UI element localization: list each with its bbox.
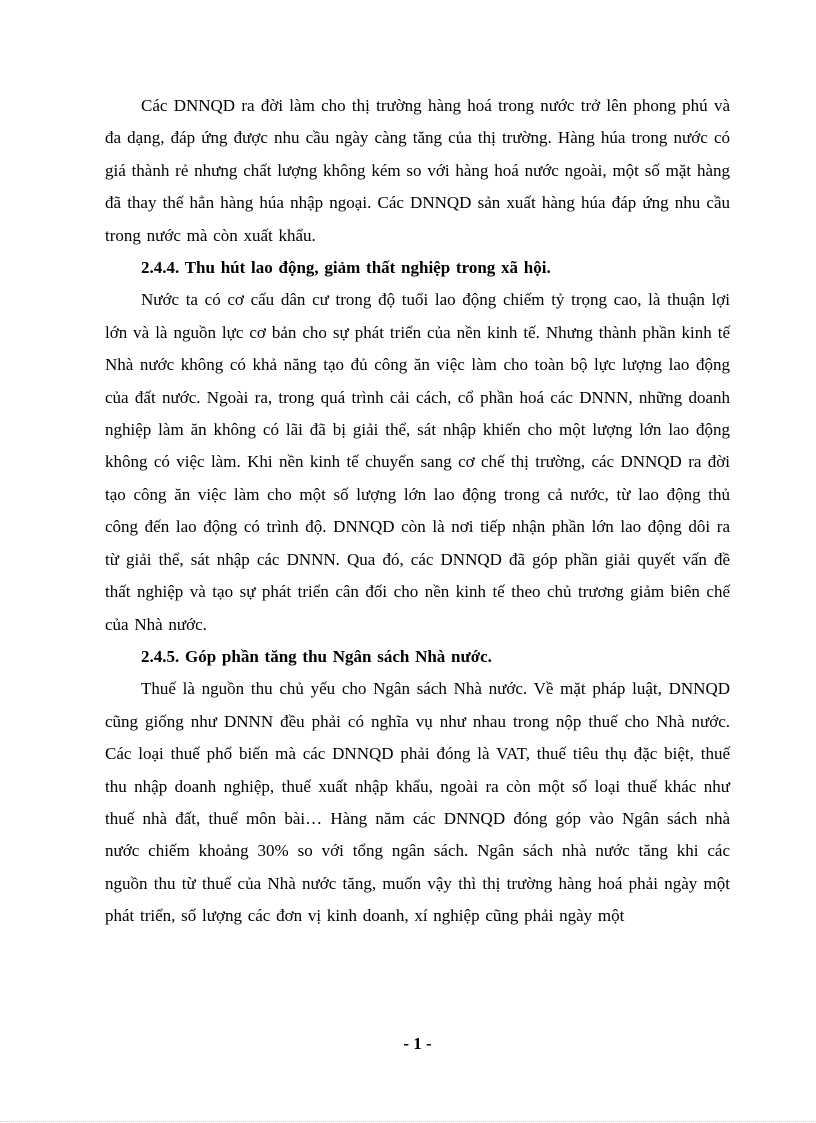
document-body [105, 90, 730, 933]
page-number: - 1 - [403, 1034, 432, 1053]
body-paragraph: Thuế là nguồn thu chủ yếu cho Ngân sách Nhà nước. Về mặt pháp luật, DNNQD cũng giống như DNNN đều phải có nghĩa vụ như nhau trong nộp thuế cho Nhà nước. Các loại thuế phổ biến mà các DNNQD phải đóng là VAT, thuế tiêu thụ đặc biệt, thuế thu nhập doanh nghiệp, thuế xuất nhập khẩu, ngoài ra còn một số loại thuế khác như thuế nhà đất, thuế môn bài… Hàng năm các DNNQD đóng góp vào Ngân sách nhà nước chiếm khoảng 30% so với tổng ngân sách. Ngân sách nhà nước tăng khi các nguồn thu từ thuế của Nhà nước tăng, muốn vậy thì thị trường hàng hoá phải ngày một phát triển, số lượng các đơn vị kinh doanh, xí nghiệp cũng phải ngày một [105, 679, 730, 926]
section-heading: 2.4.4. Thu hút lao động, giảm thất nghiệp trong xã hội. [141, 258, 551, 278]
body-paragraph: Nước ta có cơ cấu dân cư trong độ tuổi lao động chiếm tỷ trọng cao, là thuận lợi lớn và là nguồn lực cơ bản cho sự phát triển của nền kinh tế. Nhưng thành phần kinh tế Nhà nước không có khả năng tạo đủ công ăn việc làm cho toàn bộ lực lượng lao động của đất nước. Ngoài ra, trong quá trình cải cách, cổ phần hoá các DNNN, những doanh nghiệp làm ăn không có lãi đã bị giải thể, sát nhập khiến cho một lượng lớn lao động không có việc làm. Khi nền kinh tế chuyển sang cơ chế thị trường, các DNNQD ra đời tạo công ăn việc làm cho một số lượng lớn lao động trong cả nước, từ lao động thủ công đến lao động có trình độ. DNNQD còn là nơi tiếp nhận phần lớn lao động dôi ra từ giải thể, sát nhập các DNNN. Qua đó, các DNNQD đã góp phần giải quyết vấn đề thất nghiệp và tạo sự phát triển cân đối cho nền kinh tế theo chủ trương giảm biên chế của Nhà nước. [105, 290, 730, 634]
section-heading: 2.4.5. Góp phần tăng thu Ngân sách Nhà nước. [141, 646, 492, 666]
body-paragraph: Các DNNQD ra đời làm cho thị trường hàng hoá trong nước trở lên phong phú và đa dạng, đáp ứng được nhu cầu ngày càng tăng của thị trường. Hàng húa trong nước có giá thành rẻ nhưng chất lượng không kém so với hàng hoá nước ngoài, một số mặt hàng đã thay thế hẳn hàng húa nhập ngoại. Các DNNQD sản xuất hàng húa đáp ứng nhu cầu trong nước mà còn xuất khẩu. [105, 96, 730, 245]
page-bottom-edge [0, 1121, 816, 1122]
